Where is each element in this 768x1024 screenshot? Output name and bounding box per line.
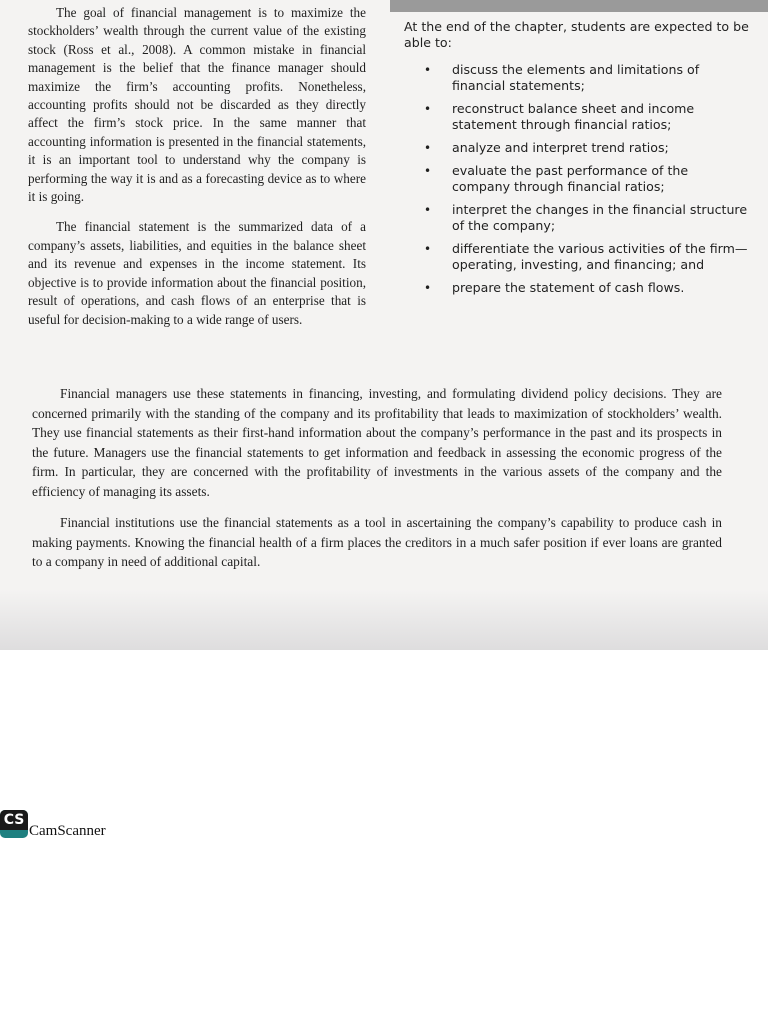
camscanner-watermark — [0, 809, 106, 839]
objective-text: reconstruct balance sheet and income statement through financial ratios; — [452, 101, 695, 132]
bullet-icon: • — [424, 203, 432, 217]
paragraph-financial-managers: Financial managers use these statements in financing, investing, and formulating dividend policy decisions. They are concerned primarily with the standing of the company and its profitability that leads to maximization of stockholders’ wealth. They use financial statements as their first-hand information about the company’s performance in the past and its prospects in the future. Managers use the financial statements to get information and feedback in assessing the economic progress of the firm. In particular, they are concerned with the profitability of investments in the various assets of the company and the efficiency of managing its assets. — [32, 386, 722, 499]
bullet-icon: • — [424, 164, 432, 178]
objectives-box — [404, 19, 749, 303]
bullet-icon: • — [424, 102, 432, 116]
bullet-icon: • — [424, 242, 432, 256]
bullet-icon: • — [424, 281, 432, 295]
objective-text: evaluate the past performance of the company through financial ratios; — [452, 163, 689, 194]
paragraph-financial-goal: The goal of financial management is to maximize the stockholders’ wealth through the current value of the existing stock (Ross et al., 2008). A common mistake in financial management is the belief that the finance manager should maximize the firm’s accounting profits. Nonetheless, accounting profits should not be discarded as they directly affect the firm’s stock price. In the same manner that accounting information is presented in the financial statements, it is an important tool to understand why the company is performing the way it is and as a forecasting device as to where it is going. — [28, 5, 366, 205]
objective-text: differentiate the various activities of the firm—operating, investing, and financing; and — [452, 241, 748, 272]
objective-item — [404, 280, 749, 296]
paragraph-financial-institutions: Financial institutions use the financial statements as a tool in ascertaining the company’s capability to produce cash in making payments. Knowing the financial health of a firm places the creditors in a much safer position if ever loans are granted to a company in need of additional capital. — [32, 515, 722, 569]
objective-item — [404, 202, 749, 234]
objectives-list — [404, 62, 749, 296]
objectives-intro: At the end of the chapter, students are expected to be able to: — [404, 19, 749, 50]
objective-item — [404, 140, 749, 156]
objective-text: discuss the elements and limitations of financial statements; — [452, 62, 700, 93]
paragraph-financial-statement: The financial statement is the summarized data of a company’s assets, liabilities, and equities in the balance sheet and its revenue and expenses in the income statement. Its objective is to provide information about the financial position, result of operations, and cash flows of an enterprise that is useful for decision-making to a wide range of users. — [28, 219, 366, 327]
objective-item — [404, 163, 749, 195]
objectives-header-bar — [390, 0, 768, 12]
camscanner-app-name: CamScanner — [29, 822, 106, 839]
camscanner-logo-text: CS — [0, 810, 28, 830]
body-text — [32, 384, 722, 572]
objective-text: analyze and interpret trend ratios; — [452, 140, 669, 155]
objective-text: prepare the statement of cash flows. — [452, 280, 685, 295]
scan-shadow — [0, 590, 768, 650]
camscanner-logo-icon — [0, 810, 28, 838]
left-column — [28, 4, 366, 329]
objective-item — [404, 101, 749, 133]
bullet-icon: • — [424, 141, 432, 155]
objective-item — [404, 62, 749, 94]
objective-item — [404, 241, 749, 273]
bullet-icon: • — [424, 63, 432, 77]
objective-text: interpret the changes in the financial structure of the company; — [452, 202, 748, 233]
